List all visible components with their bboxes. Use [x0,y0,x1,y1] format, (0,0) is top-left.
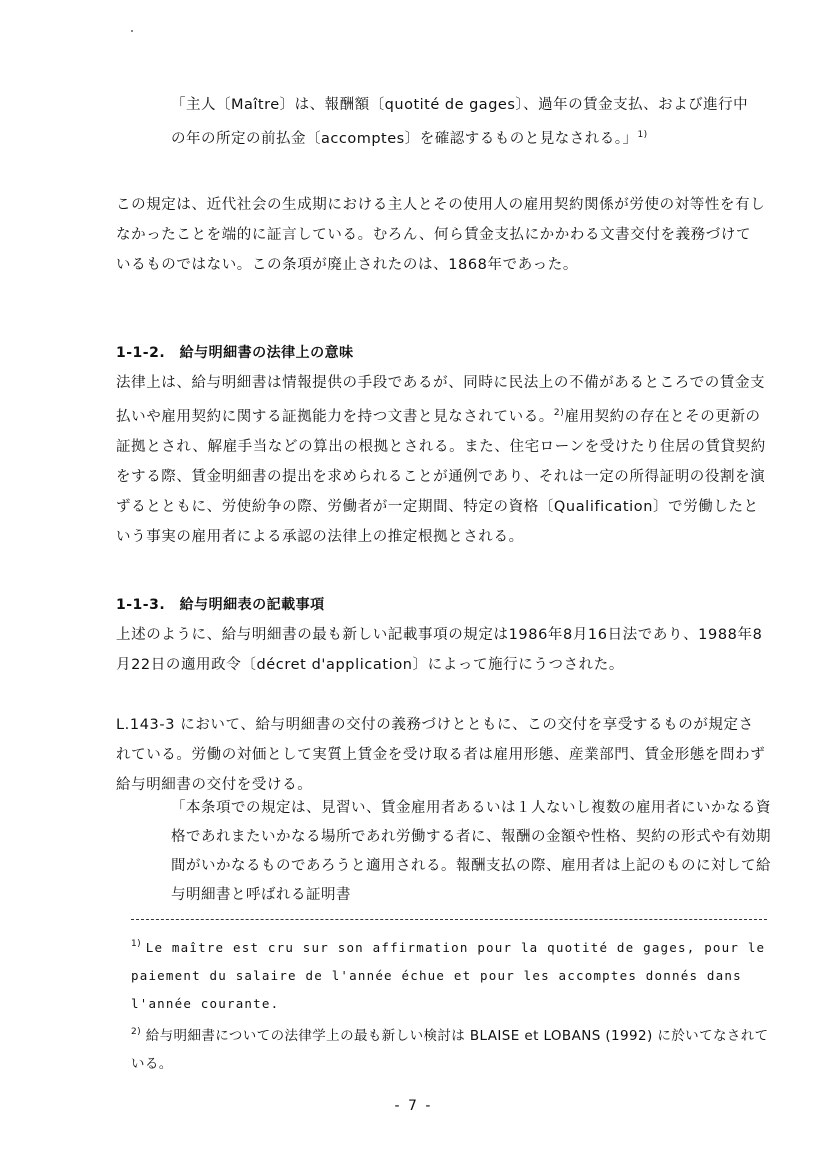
footnote-divider [131,919,767,920]
paragraph-3b: L.143-3 において、給与明細書の交付の義務づけとともに、この交付を享受するものが規定されている。労働の対価として実質上賃金を受け取る者は雇用形態、産業部門、賃金形態を問わず給与明細書の交付を受ける。 [116,717,766,793]
paragraph-2-text-b: 雇用契約の存在とその更新の証拠とされ、解雇手当などの算出の根拠とされる。また、住宅ローンを受けたり住居の賃貸契約をする際、賃金明細書の提出を求められることが通例であり、それは一定の所得証明の役割を演ずるとともに、労使紛争の際、労働者が一定期間、特定の資格〔Qualification〕で労働したという事実の雇用者による承認の法律上の推定根拠とされる。 [116,409,766,545]
footnote-1-text: Le maître est cru sur son affirmation pour la quotité de gages, pour le paiement du salaire de l'année échue et pour les accomptes donnés dans l'année courante. [131,940,766,1011]
quote-1-footnote-ref: 1) [637,130,648,140]
footnote-2-mark: 2) [131,1027,142,1037]
paragraph-2-text-a: 法律上は、給与明細書は情報提供の手段であるが、同時に民法上の不備があるところでの賃金支払いや雇用契約に関する証拠能力を持つ文書と見なされている。 [116,375,766,425]
quote-1-text: 「主人〔Maître〕は、報酬額〔quotité de gages〕、過年の賃金支払、および進行中の年の所定の前払金〔accomptes〕を確認するものと見なされる。」 [171,97,749,147]
quote-2: 「本条項での規定は、見習い、賃金雇用者あるいは１人ないし複数の雇用者にいかなる資格であれまたいかなる場所であれ労働する者に、報酬の金額や性格、契約の形式や有効期間がいかなるものであろうと適用される。報酬支払の際、雇用者は上記のものに対して給与明細書と呼ばれる証明書 [171,800,771,903]
page-number: - 7 - [394,1098,433,1114]
paragraph-1: この規定は、近代社会の生成期における主人とその使用人の雇用契約関係が労使の対等性を有しなかったことを端的に証言している。むろん、何ら賃金支払にかかわる文書交付を義務づけているものではない。この条項が廃止されたのは、1868年であった。 [116,197,766,273]
section-heading-1-1-2: 1-1-2. 給与明細書の法律上の意味 [116,345,354,361]
footnote-1 [131,930,771,1018]
section-heading-1-1-3: 1-1-3. 給与明細表の記載事項 [116,597,325,613]
paragraph-3a: 上述のように、給与明細書の最も新しい記載事項の規定は1986年8月16日法であり、1988年8月22日の適用政令〔décret d'application〕によって施行にうつされた。 [116,627,763,673]
footnotes [131,930,771,1078]
paragraph-2-footnote-ref: 2) [553,408,565,418]
paragraph-2 [116,368,766,552]
footnote-2 [131,1018,771,1078]
footnote-2-text: 給与明細書についての法律学上の最も新しい検討は BLAISE et LOBANS (1992) に於いてなされている。 [131,1028,769,1072]
quote-1 [171,90,751,154]
footnote-1-mark: 1) [131,939,142,949]
scan-speck [131,30,133,32]
